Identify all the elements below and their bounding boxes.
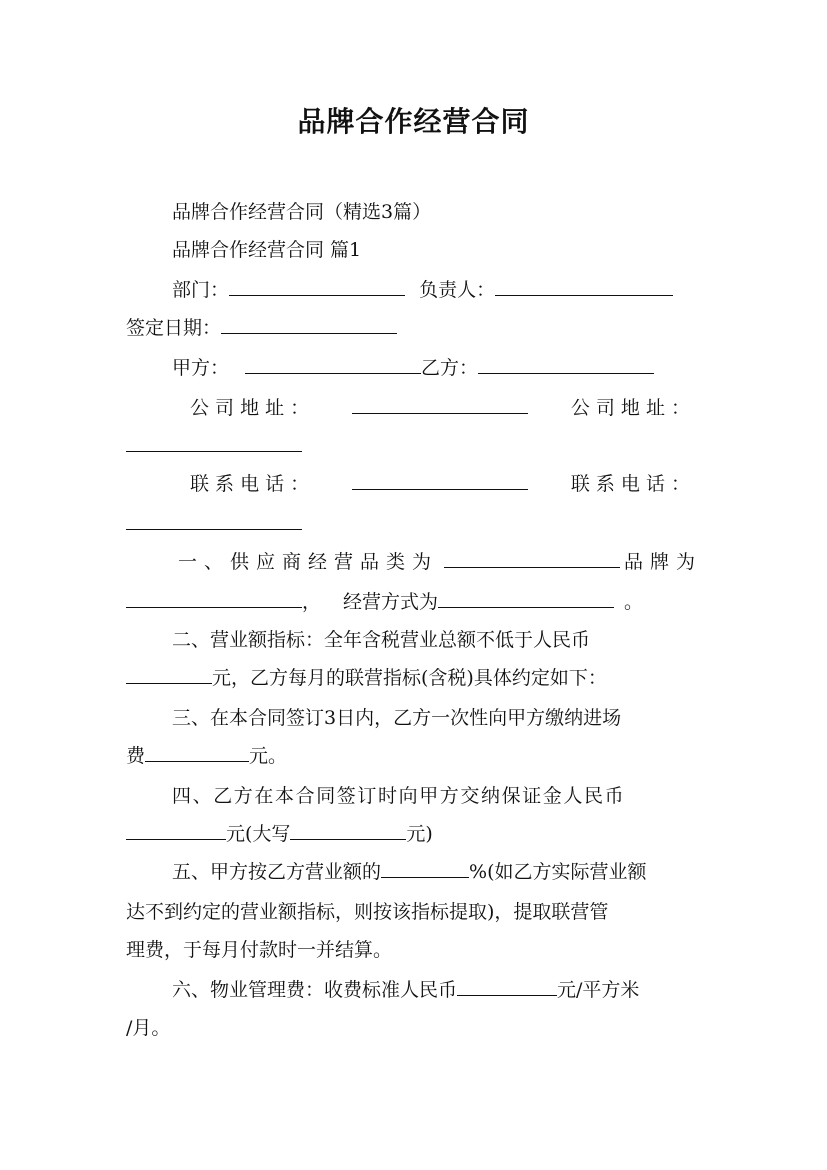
address-b-blank [126,434,302,452]
owner-blank [495,278,673,296]
sign-date-blank [221,316,397,334]
address-a-label: 公 司 地 址 ： [190,397,310,419]
clause-6-text-2: 元/平方米 [557,979,640,1001]
clause-5-rate-blank [381,860,469,878]
address-row [190,396,690,420]
clause-5-line-3 [126,938,392,962]
address-b-row [126,434,302,458]
clause-3-text-3: 元。 [249,745,288,767]
clause-5-text-4: 理费，于每月付款时一并结算。 [126,939,393,961]
clause-6-line-2 [126,1016,170,1040]
clause-3-text-2: 费 [126,745,146,767]
phone-b-row [126,512,302,536]
clause-1-category-blank [444,550,620,568]
clause-3-line-2 [126,744,287,768]
clause-2-text-1: 二、营业额指标：全年含税营业总额不低于人民币 [172,629,591,651]
clause-4-deposit-blank [126,822,226,840]
clause-1-text-4: 经营方式为 [343,591,439,613]
address-b-label: 公 司 地 址 ： [570,397,690,419]
clause-6-fee-blank [457,978,557,996]
clause-3-text-1: 三、在本合同签订3日内，乙方一次性向甲方缴纳进场 [172,707,622,729]
clause-3-fee-blank [145,744,249,762]
dept-row [172,278,673,302]
clause-1-text-5: 。 [624,591,644,613]
clause-4-line-2 [126,822,433,846]
clause-4-text-3: 元) [406,823,433,845]
clause-1-line-2 [126,590,643,614]
clause-5-text-1: 五、甲方按乙方营业额的 [172,861,382,883]
document-title: 品牌合作经营合同 [297,105,530,138]
party-b-blank [478,356,654,374]
clause-2-line-2 [126,666,607,690]
clause-5-line-1 [172,860,646,884]
clause-2-line-1 [172,628,590,652]
clause-6-text-3: /月。 [126,1017,171,1039]
subtitle: 品牌合作经营合同（精选3篇） [172,201,432,223]
phone-a-label: 联 系 电 话 ： [190,473,310,495]
party-b-label: 乙方： [421,357,479,379]
party-a-label: 甲方： [172,357,230,379]
phone-b-blank [126,512,302,530]
clause-2-text-2: 元，乙方每月的联营指标(含税)具体约定如下： [212,667,607,689]
clause-2-amount-blank [126,666,212,684]
phone-a-blank [352,472,528,490]
clause-5-line-2 [126,900,608,924]
clause-1-text-2: 品牌为 [624,551,703,573]
clause-6-text-1: 六、物业管理费：收费标准人民币 [172,979,458,1001]
clause-4-text-1: 四、乙方在本合同签订时向甲方交纳保证金人民币 [172,785,626,807]
owner-label: 负责人： [419,279,496,301]
sign-date-label: 签定日期： [126,317,222,339]
dept-label: 部门： [172,279,230,301]
parties-row [172,356,654,380]
dept-blank [229,278,405,296]
phone-row [190,472,690,496]
clause-1-brand-blank [126,590,302,608]
clause-4-line-1 [172,784,625,808]
address-a-blank [352,396,528,414]
phone-b-label: 联 系 电 话 ： [570,473,690,495]
clause-4-uppercase-blank [290,822,406,840]
clause-1-text-3: ， [302,591,322,613]
chapter-heading: 品牌合作经营合同 篇1 [172,239,362,261]
party-a-blank [245,356,421,374]
clause-1-text-1: 一、供应商经营品类为 [178,551,439,573]
sign-date-row [126,316,397,340]
clause-1-line-1 [178,550,703,574]
clause-6-line-1 [172,978,639,1002]
clause-3-line-1 [172,706,621,730]
clause-5-text-2: %(如乙方实际营业额 [469,861,647,883]
clause-4-text-2: 元(大写 [226,823,291,845]
clause-1-mode-blank [438,590,614,608]
clause-5-text-3: 达不到约定的营业额指标，则按该指标提取)，提取联营管 [126,901,609,923]
